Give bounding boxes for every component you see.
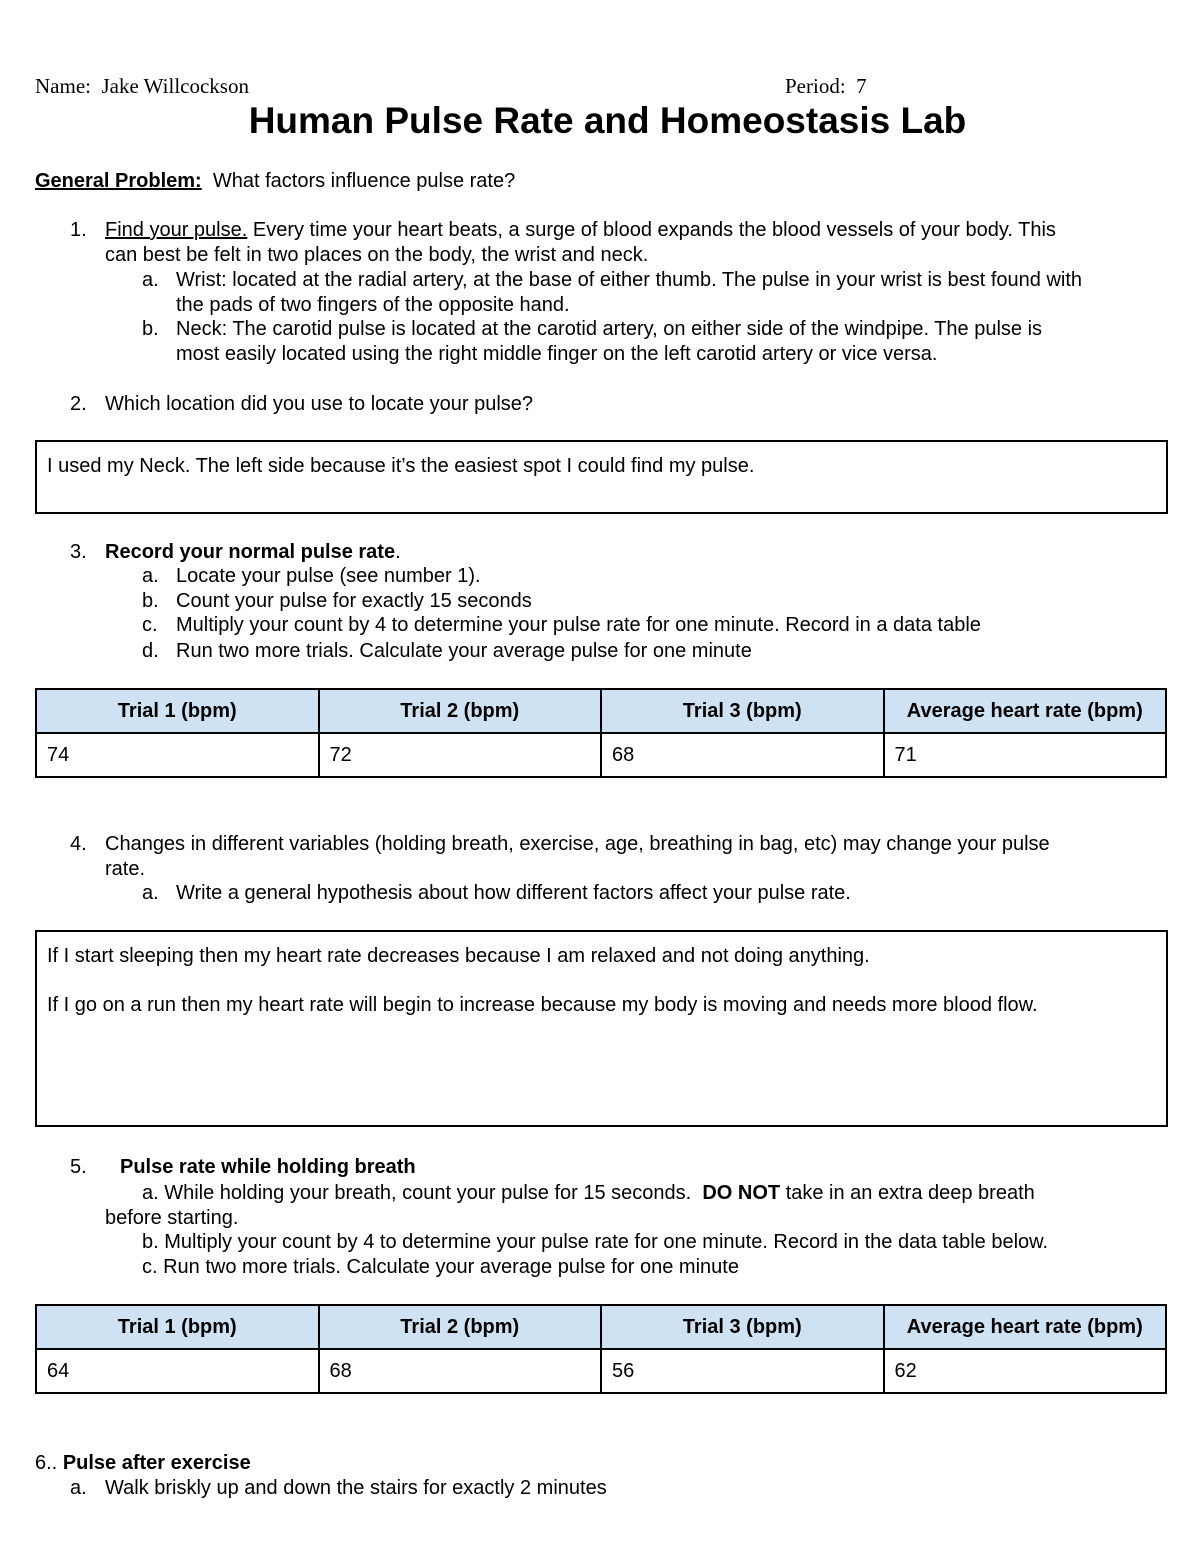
q3c-marker: c. [142, 614, 158, 636]
table-header: Trial 3 (bpm) [601, 689, 884, 733]
q3a-text: Locate your pulse (see number 1). [176, 565, 481, 587]
q5a-emphasis: DO NOT [702, 1182, 781, 1204]
q1-line2: can best be felt in two places on the body, the wrist and neck. [105, 244, 649, 266]
q1a-marker: a. [142, 269, 159, 291]
name-line [35, 74, 249, 98]
q3-title: Record your normal pulse rate [105, 541, 396, 563]
q1b-marker: b. [142, 318, 159, 340]
q4a-marker: a. [142, 882, 159, 904]
q4-answer-2: If I go on a run then my heart rate will begin to increase because my body is moving and needs more blood flow. [47, 994, 1038, 1016]
q5b-text: b. Multiply your count by 4 to determine your pulse rate for one minute. Record in the data table below. [142, 1231, 1049, 1253]
q2-number: 2. [70, 393, 87, 415]
page-title: Human Pulse Rate and Homeostasis Lab [248, 100, 967, 141]
q6-number: 6.. [35, 1452, 58, 1474]
table-cell-trial3[interactable]: 68 [601, 733, 884, 777]
student-name: Jake Willcockson [101, 74, 249, 98]
general-problem [35, 169, 515, 193]
q1-title: Find your pulse. [105, 219, 248, 241]
q3-heading [105, 540, 401, 564]
q1a-line2: the pads of two fingers of the opposite hand. [176, 294, 570, 316]
table-header-row [36, 689, 1166, 733]
table-header: Trial 3 (bpm) [601, 1305, 884, 1349]
q1-number: 1. [70, 219, 87, 241]
q6-title: Pulse after exercise [62, 1452, 251, 1474]
table-cell-trial1[interactable]: 64 [36, 1349, 319, 1393]
q3a-marker: a. [142, 565, 159, 587]
table-header-row [36, 1305, 1166, 1349]
table-header: Trial 2 (bpm) [319, 689, 602, 733]
period-label: Period: [785, 74, 846, 98]
q4-answer-1: If I start sleeping then my heart rate decreases because I am relaxed and not doing anything. [47, 945, 870, 967]
table-row [36, 733, 1166, 777]
table-cell-average[interactable]: 62 [884, 1349, 1167, 1393]
table-cell-average[interactable]: 71 [884, 733, 1167, 777]
name-label: Name: [35, 74, 91, 98]
table-row [36, 1349, 1166, 1393]
normal-pulse-table [35, 688, 1167, 778]
q5-title: Pulse rate while holding breath [120, 1156, 416, 1178]
q4-line2: rate. [105, 858, 146, 880]
table-header: Average heart rate (bpm) [884, 1305, 1167, 1349]
table-header: Trial 1 (bpm) [36, 1305, 319, 1349]
q4-answer-box[interactable] [35, 930, 1168, 1127]
breath-hold-pulse-table [35, 1304, 1167, 1394]
q1-line1 [105, 218, 1056, 242]
q5a-line2: before starting. [105, 1207, 239, 1229]
period-line [785, 74, 867, 98]
q3d-text: Run two more trials. Calculate your average pulse for one minute [176, 640, 752, 662]
q3-title-period: . [395, 541, 401, 563]
table-cell-trial2[interactable]: 68 [319, 1349, 602, 1393]
table-header: Average heart rate (bpm) [884, 689, 1167, 733]
q6a-marker: a. [70, 1477, 87, 1499]
q4-line1: Changes in different variables (holding breath, exercise, age, breathing in bag, etc) may change your pulse [105, 833, 1050, 855]
table-cell-trial1[interactable]: 74 [36, 733, 319, 777]
q5a-text: a. While holding your breath, count your pulse for 15 seconds. [142, 1182, 692, 1204]
q1b-line1: Neck: The carotid pulse is located at the carotid artery, on either side of the windpipe. The pulse is [176, 318, 1043, 340]
table-cell-trial2[interactable]: 72 [319, 733, 602, 777]
general-problem-label: General Problem: [35, 170, 202, 192]
period-value: 7 [856, 74, 867, 98]
q2-answer-box[interactable] [35, 440, 1168, 514]
q3-number: 3. [70, 541, 87, 563]
q5a-line1 [142, 1181, 1035, 1205]
q3c-text: Multiply your count by 4 to determine your pulse rate for one minute. Record in a data table [176, 614, 981, 636]
q3b-marker: b. [142, 590, 159, 612]
q6a-text: Walk briskly up and down the stairs for exactly 2 minutes [105, 1477, 607, 1499]
general-problem-text: What factors influence pulse rate? [212, 170, 516, 192]
q5-number: 5. [70, 1156, 87, 1178]
q4-number: 4. [70, 833, 87, 855]
table-header: Trial 2 (bpm) [319, 1305, 602, 1349]
q1b-line2: most easily located using the right middle finger on the left carotid artery or vice versa. [176, 343, 938, 365]
q3d-marker: d. [142, 640, 159, 662]
q3b-text: Count your pulse for exactly 15 seconds [176, 590, 532, 612]
table-header: Trial 1 (bpm) [36, 689, 319, 733]
q2-answer: I used my Neck. The left side because it’s the easiest spot I could find my pulse. [47, 455, 755, 477]
q5a-text-rest: take in an extra deep breath [785, 1182, 1035, 1204]
q1a-line1: Wrist: located at the radial artery, at the base of either thumb. The pulse in your wrist is best found with [176, 269, 1083, 291]
q4a-text: Write a general hypothesis about how different factors affect your pulse rate. [176, 882, 851, 904]
q6-heading [35, 1451, 251, 1475]
q2-text: Which location did you use to locate your pulse? [105, 393, 534, 415]
q1-line1-text: Every time your heart beats, a surge of blood expands the blood vessels of your body. This [252, 219, 1056, 241]
table-cell-trial3[interactable]: 56 [601, 1349, 884, 1393]
q5c-text: c. Run two more trials. Calculate your average pulse for one minute [142, 1256, 739, 1278]
